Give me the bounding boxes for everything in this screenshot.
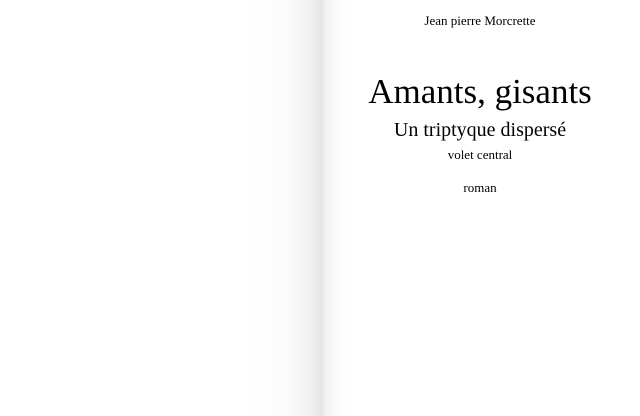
genre-label: roman [463,180,497,195]
right-page [320,0,640,416]
book-title: Amants, gisants [368,72,592,111]
panel-label: volet central [447,147,513,162]
author-name: Jean pierre Morcrette [424,13,536,28]
book-subtitle: Un triptyque dispersé [393,119,567,141]
